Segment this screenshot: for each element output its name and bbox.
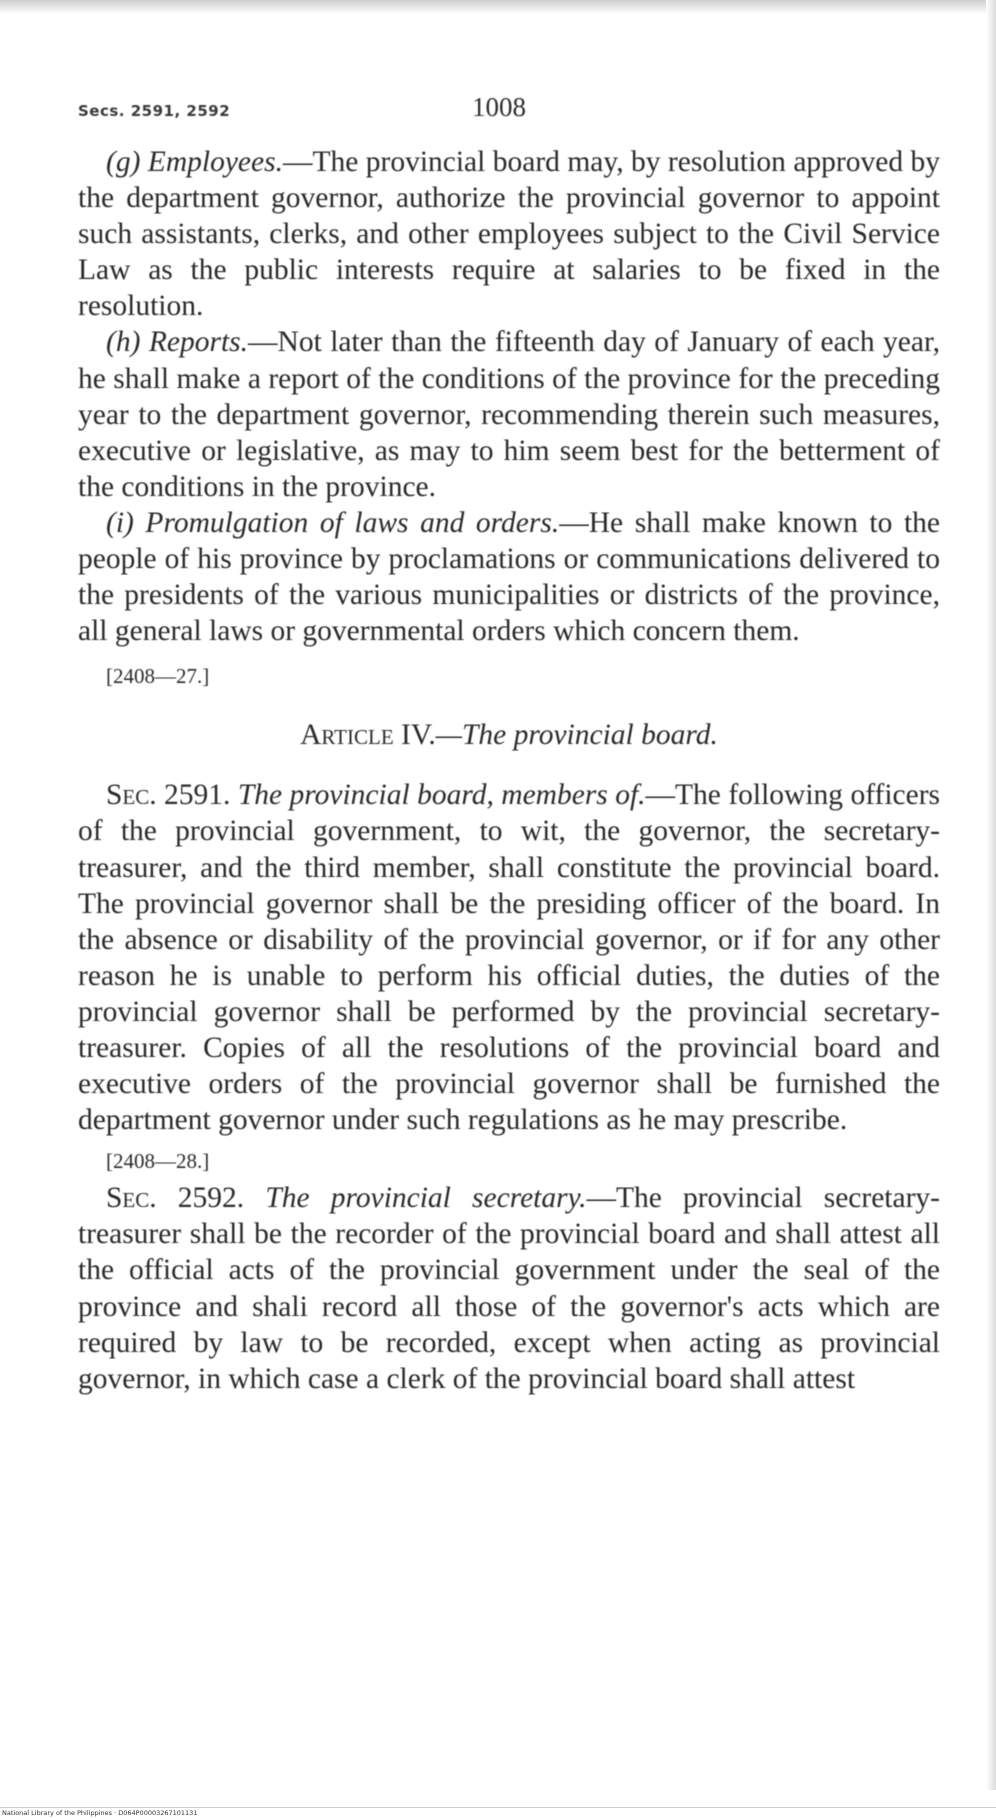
scan-edge-right <box>986 0 996 1790</box>
paragraph-employees <box>78 144 940 324</box>
section-2592 <box>78 1180 940 1397</box>
paragraph-body: —Not later than the fifteenth day of January of each year, he shall make a report of the conditions of the province for the preceding year to the department governor, recommending therein such measures, executive or legislative, as may to him seem best for the betterment of the conditions in the province. <box>78 326 941 503</box>
article-title: —The provincial board. <box>435 719 718 752</box>
running-head <box>78 88 940 136</box>
scan-edge-top <box>0 0 996 14</box>
section-title: The provincial secretary. <box>244 1182 587 1215</box>
article-number: Article IV. <box>300 719 436 752</box>
paragraph-body: —He shall make known to the people of his province by proclamations or communications delivered to the presidents of the various municipalities or districts of the province, all general laws or governmental orders which concern them. <box>78 506 940 648</box>
citation-2408-27: [2408—27.] <box>106 664 210 689</box>
paragraph-lead: (g) Employees. <box>106 146 283 178</box>
section-label: Sec. 2592. <box>106 1182 245 1215</box>
section-label: Sec. 2591. <box>106 779 231 812</box>
section-reference: Secs. 2591, 2592 <box>78 102 231 120</box>
paragraph-reports <box>78 324 940 504</box>
section-body: —The provincial secretary-treasurer shall be the recorder of the provincial board and shall attest all the official acts of the provincial government under the seal of the province and shali record all those of the governor's acts which are required by law to be recorded, except when acting as provincial governor, in which case a clerk of the provincial board shall attest <box>78 1182 940 1395</box>
scan-footer: National Library of the Philippines · D064P00003267101131 <box>0 1807 996 1818</box>
section-body: —The following officers of the provincial government, to wit, the governor, the secretary-treasurer, and the third member, shall constitute the provincial board. The provincial governor shall be the presiding officer of the board. In the absence or disability of the provincial governor, or if for any other reason he is unable to perform his official duties, the duties of the provincial governor shall be performed by the provincial secretary-treasurer. Copies of all the resolutions of the provincial board and executive orders of the provincial governor shall be furnished the department governor under such regulations as he may prescribe. <box>78 779 941 1137</box>
section-title: The provincial board, members of. <box>230 779 646 812</box>
section-2591 <box>78 777 940 1138</box>
page-number: 1008 <box>472 92 526 122</box>
book-page <box>78 88 940 1397</box>
paragraph-lead: (h) Reports. <box>106 326 249 359</box>
citation-2408-28: [2408—28.] <box>106 1149 210 1174</box>
paragraph-promulgation <box>78 505 940 649</box>
article-heading <box>78 717 940 753</box>
paragraph-lead: (i) Promulgation of laws and orders. <box>106 506 560 539</box>
paragraph-body: —The provincial board may, by resolution approved by the department governor, authorize the provincial governor to appoint such assistants, clerks, and other employees subject to the Civil Service Law as the public interests require at salaries to be fixed in the resolution. <box>78 146 940 323</box>
